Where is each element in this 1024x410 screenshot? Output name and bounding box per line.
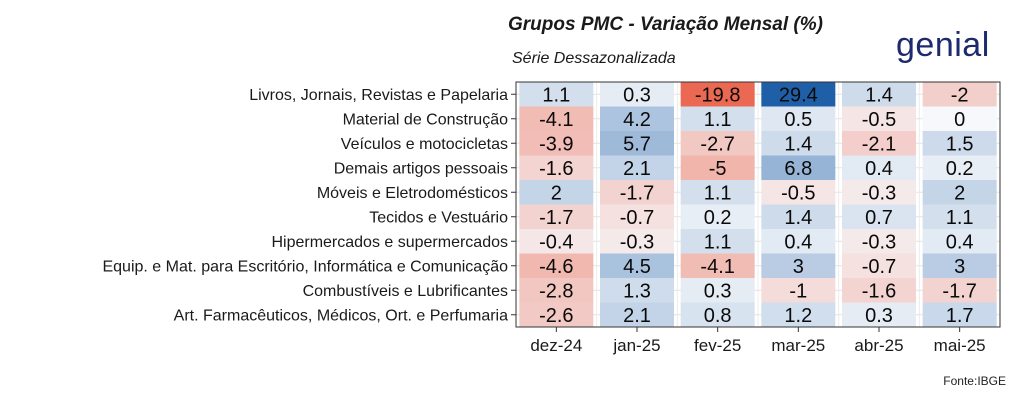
cell-value-label: 0.8 bbox=[703, 304, 732, 327]
cell-value-label: -4.1 bbox=[700, 255, 735, 278]
x-tick-label: dez-24 bbox=[530, 336, 583, 355]
cell-value-label: 2 bbox=[954, 182, 966, 205]
cell-value-label: -0.5 bbox=[781, 182, 816, 205]
chart-title: Grupos PMC - Variação Mensal (%) bbox=[508, 14, 823, 35]
cell-value-label: 1.1 bbox=[703, 108, 732, 131]
cell-value-label: 0.2 bbox=[945, 157, 974, 180]
cell-value-label: 0 bbox=[954, 108, 966, 131]
cell-value-label: -0.5 bbox=[861, 108, 897, 131]
y-tick-label: Livros, Jornais, Revistas e Papelaria bbox=[249, 86, 508, 104]
cell-value-label: -1.7 bbox=[619, 182, 655, 205]
cell-value-label: -2.1 bbox=[861, 133, 897, 156]
cell-value-label: -5 bbox=[708, 157, 727, 180]
cell-value-label: -1.7 bbox=[539, 206, 574, 229]
y-tick-label: Hipermercados e supermercados bbox=[271, 233, 508, 251]
cell-value-label: 29.4 bbox=[778, 84, 818, 107]
y-tick-label: Tecidos e Vestuário bbox=[369, 209, 508, 227]
cell-value-label: 4.5 bbox=[623, 255, 651, 278]
x-tick-label: jan-25 bbox=[613, 336, 661, 355]
y-tick-label: Combustíveis e Lubrificantes bbox=[302, 282, 508, 300]
cell-value-label: -0.4 bbox=[539, 231, 574, 254]
cell-value-label: 1.5 bbox=[945, 133, 974, 156]
cell-value-label: -2.8 bbox=[539, 280, 574, 303]
cell-value-label: 0.4 bbox=[865, 157, 893, 180]
cell-value-label: 1.3 bbox=[623, 280, 651, 303]
cell-value-label: 0.5 bbox=[784, 108, 813, 131]
y-tick-label: Demais artigos pessoais bbox=[333, 160, 508, 178]
cell-value-label: -0.7 bbox=[619, 206, 655, 229]
x-tick-label: mai-25 bbox=[933, 336, 986, 355]
cell-value-label: 1.2 bbox=[784, 304, 813, 327]
y-tick-label: Veículos e motocicletas bbox=[340, 135, 508, 153]
x-tick-label: fev-25 bbox=[694, 336, 742, 355]
cell-value-label: -0.3 bbox=[619, 231, 655, 254]
cell-value-label: 0.3 bbox=[623, 84, 651, 107]
cell-value-label: 0.7 bbox=[865, 206, 893, 229]
cell-value-label: -0.7 bbox=[861, 255, 897, 278]
y-tick-label: Material de Construção bbox=[342, 111, 508, 129]
brand-logo: genial bbox=[896, 26, 990, 64]
cell-value-label: 6.8 bbox=[784, 157, 813, 180]
cell-value-label: 1.7 bbox=[945, 304, 974, 327]
cell-value-label: 2.1 bbox=[623, 157, 651, 180]
cell-value-label: 0.3 bbox=[703, 280, 732, 303]
cell-value-label: 0.4 bbox=[784, 231, 813, 254]
y-tick-label: Móveis e Eletrodomésticos bbox=[316, 184, 508, 202]
cell-value-label: 2 bbox=[550, 182, 562, 205]
cell-value-label: -3.9 bbox=[539, 133, 574, 156]
cell-value-label: -0.3 bbox=[861, 182, 897, 205]
cell-value-label: 0.4 bbox=[945, 231, 974, 254]
source-note: Fonte:IBGE bbox=[943, 374, 1006, 388]
cell-value-label: 1.4 bbox=[784, 133, 813, 156]
chart-subtitle: Série Dessazonalizada bbox=[512, 50, 676, 67]
cell-value-label: -1 bbox=[789, 280, 808, 303]
cell-value-label: 1.1 bbox=[542, 84, 571, 107]
cell-value-label: -1.7 bbox=[942, 280, 977, 303]
cell-value-label: 0.3 bbox=[865, 304, 893, 327]
cell-value-label: 1.4 bbox=[865, 84, 893, 107]
cell-value-label: 1.1 bbox=[703, 231, 732, 254]
cell-value-label: 4.2 bbox=[623, 108, 651, 131]
cell-value-label: 2.1 bbox=[623, 304, 651, 327]
y-tick-label: Art. Farmacêuticos, Médicos, Ort. e Perfumaria bbox=[173, 307, 508, 325]
cell-value-label: 0.2 bbox=[703, 206, 732, 229]
cell-value-label: -4.1 bbox=[539, 108, 574, 131]
cell-value-label: -2.6 bbox=[539, 304, 574, 327]
cell-value-label: -19.8 bbox=[694, 84, 741, 107]
cell-value-label: 1.1 bbox=[703, 182, 732, 205]
x-tick-label: abr-25 bbox=[854, 336, 904, 355]
cell-value-label: 3 bbox=[792, 255, 804, 278]
cell-value-label: 3 bbox=[954, 255, 966, 278]
cell-value-label: -2 bbox=[950, 84, 969, 107]
cell-value-label: 1.1 bbox=[945, 206, 974, 229]
cell-value-label: 5.7 bbox=[623, 133, 651, 156]
cell-value-label: -0.3 bbox=[861, 231, 897, 254]
cell-value-label: -1.6 bbox=[539, 157, 574, 180]
x-tick-label: mar-25 bbox=[771, 336, 826, 355]
cell-value-label: -4.6 bbox=[539, 255, 574, 278]
y-tick-label: Equip. e Mat. para Escritório, Informática e Comunicação bbox=[102, 258, 508, 276]
cell-value-label: 1.4 bbox=[784, 206, 813, 229]
cell-value-label: -1.6 bbox=[861, 280, 897, 303]
cell-value-label: -2.7 bbox=[700, 133, 735, 156]
